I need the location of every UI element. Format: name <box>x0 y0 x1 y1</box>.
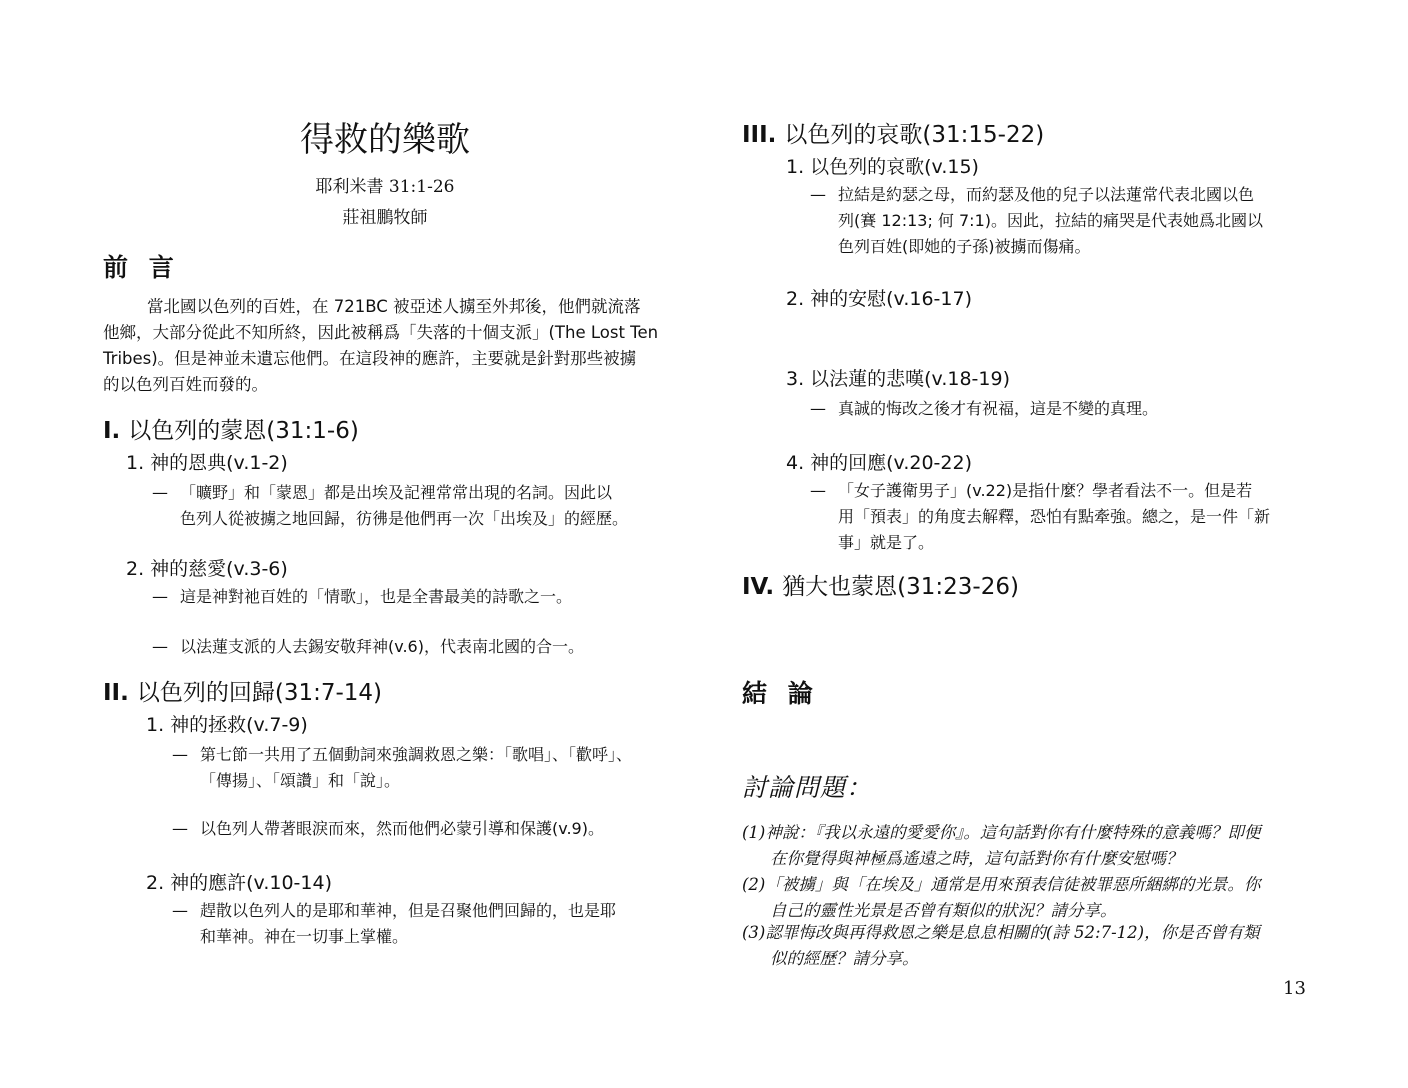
section-1-heading <box>103 412 359 445</box>
point-heading <box>126 448 288 475</box>
bullet-text: 趕散以色列人的是耶和華神，但是召聚他們回歸的，也是耶 <box>200 901 617 920</box>
question-line: 似的經歷？請分享。 <box>770 949 919 968</box>
bullet-text: 色列人從被擄之地回歸，彷彿是他們再一次「出埃及」的經歷。 <box>180 509 629 528</box>
discussion-question <box>742 820 1322 872</box>
bullet-item <box>172 742 672 794</box>
question-line: 在你覺得與神極爲遙遠之時，這句話對你有什麼安慰嗎？ <box>770 849 1183 868</box>
bullet-text: 用「預表」的角度去解釋，恐怕有點牽強。總之，是一件「新 <box>838 507 1271 526</box>
section-3-heading <box>742 116 1044 149</box>
bullet-item <box>152 480 672 532</box>
bullet-item <box>810 478 1310 556</box>
bullet-text: 拉結是約瑟之母，而約瑟及他的兒子以法蓮常代表北國以色 <box>838 185 1255 204</box>
point-number: 3. <box>786 368 805 390</box>
point-title: 神的回應(v.20-22) <box>810 452 972 474</box>
point-title: 神的應許(v.10-14) <box>170 872 332 894</box>
dash-mark: — <box>810 185 826 204</box>
section-number: IV. <box>742 574 775 600</box>
question-line: 自己的靈性光景是否曾有類似的狀況？請分享。 <box>770 901 1117 920</box>
dash-mark: — <box>172 819 188 838</box>
section-4-heading <box>742 568 1019 601</box>
point-heading <box>146 868 332 895</box>
dash-mark: — <box>152 587 168 606</box>
point-number: 2. <box>786 288 805 310</box>
bullet-text: 「曠野」和「蒙恩」都是出埃及記裡常常出現的名詞。因此以 <box>180 483 613 502</box>
bullet-item <box>810 182 1310 260</box>
bullet-text: 「傳揚」、「頌讚」和「說」。 <box>200 771 401 790</box>
dash-mark: — <box>172 901 188 920</box>
intro-line: Tribes)。但是神並未遺忘他們。在這段神的應許，主要就是針對那些被擄 <box>103 349 637 368</box>
section-title: 猶大也蒙恩(31:23-26) <box>782 574 1019 600</box>
dash-mark: — <box>810 399 826 418</box>
bullet-text: 以法蓮支派的人去錫安敬拜神(v.6)，代表南北國的合一。 <box>180 637 584 656</box>
point-heading <box>126 554 288 581</box>
dash-mark: — <box>152 483 168 502</box>
bullet-text: 列(賽 12:13; 何 7:1)。因此，拉結的痛哭是代表她爲北國以 <box>838 211 1263 230</box>
intro-line: 他鄉，大部分從此不知所終，因此被稱爲「失落的十個支派」(The Lost Ten <box>103 323 659 342</box>
point-heading <box>786 284 972 311</box>
discussion-heading: 討論問題： <box>742 773 873 802</box>
section-number: III. <box>742 122 777 148</box>
bullet-text: 真誠的悔改之後才有祝福，這是不變的真理。 <box>838 399 1159 418</box>
intro-line: 的以色列百姓而發的。 <box>103 375 268 394</box>
section-2-heading <box>103 674 382 707</box>
point-number: 4. <box>786 452 805 474</box>
section-number: II. <box>103 680 129 706</box>
question-line: (3)認罪悔改與再得救恩之樂是息息相關的(詩 52:7-12)，你是否曾有類 <box>742 923 1260 942</box>
bullet-item <box>152 634 672 660</box>
page-title: 得救的樂歌 <box>300 120 470 160</box>
point-title: 以色列的哀歌(v.15) <box>810 156 979 178</box>
intro-heading: 前 言 <box>103 253 180 282</box>
dash-mark: — <box>172 745 188 764</box>
dash-mark: — <box>810 481 826 500</box>
discussion-question <box>742 872 1322 924</box>
section-title: 以色列的回歸(31:7-14) <box>136 680 383 706</box>
point-heading <box>786 152 979 179</box>
question-line: (2)「被擄」與「在埃及」通常是用來預表信徒被罪惡所綑綁的光景。你 <box>742 875 1261 894</box>
dash-mark: — <box>152 637 168 656</box>
point-number: 1. <box>146 714 165 736</box>
section-title: 以色列的哀歌(31:15-22) <box>784 122 1045 148</box>
point-heading <box>146 710 308 737</box>
bullet-text: 色列百姓(即她的子孫)被擄而傷痛。 <box>838 237 1091 256</box>
discussion-question <box>742 920 1322 972</box>
author-line: 莊祖鵬牧師 <box>342 208 428 228</box>
bullet-text: 和華神。神在一切事上掌權。 <box>200 927 409 946</box>
page-number: 13 <box>1283 978 1306 999</box>
bullet-item <box>172 816 672 842</box>
point-number: 1. <box>126 452 145 474</box>
point-number: 2. <box>126 558 145 580</box>
point-heading <box>786 364 1010 391</box>
conclusion-heading: 結 論 <box>742 679 819 708</box>
point-number: 1. <box>786 156 805 178</box>
section-number: I. <box>103 418 121 444</box>
bullet-text: 「女子護衛男子」(v.22)是指什麼？學者看法不一。但是若 <box>838 481 1253 500</box>
point-title: 神的慈愛(v.3-6) <box>150 558 288 580</box>
bullet-item <box>152 584 672 610</box>
point-title: 神的恩典(v.1-2) <box>150 452 288 474</box>
bullet-text: 以色列人帶著眼淚而來，然而他們必蒙引導和保護(v.9)。 <box>200 819 604 838</box>
bullet-text: 第七節一共用了五個動詞來強調救恩之樂：「歌唱」、「歡呼」、 <box>200 745 633 764</box>
intro-paragraph <box>103 294 673 398</box>
point-title: 神的安慰(v.16-17) <box>810 288 972 310</box>
intro-line: 當北國以色列的百姓，在 721BC 被亞述人擄至外邦後，他們就流落 <box>147 297 641 316</box>
section-title: 以色列的蒙恩(31:1-6) <box>128 418 359 444</box>
question-line: (1)神說：『我以永遠的愛愛你』。這句話對你有什麼特殊的意義嗎？即便 <box>742 823 1261 842</box>
scripture-reference: 耶利米書 31:1-26 <box>315 177 455 197</box>
bullet-item <box>810 396 1310 422</box>
bullet-text: 這是神對祂百姓的「情歌」，也是全書最美的詩歌之一。 <box>180 587 573 606</box>
point-number: 2. <box>146 872 165 894</box>
point-title: 以法蓮的悲嘆(v.18-19) <box>810 368 1010 390</box>
point-heading <box>786 448 972 475</box>
bullet-text: 事」就是了。 <box>838 533 935 552</box>
bullet-item <box>172 898 672 950</box>
point-title: 神的拯救(v.7-9) <box>170 714 308 736</box>
